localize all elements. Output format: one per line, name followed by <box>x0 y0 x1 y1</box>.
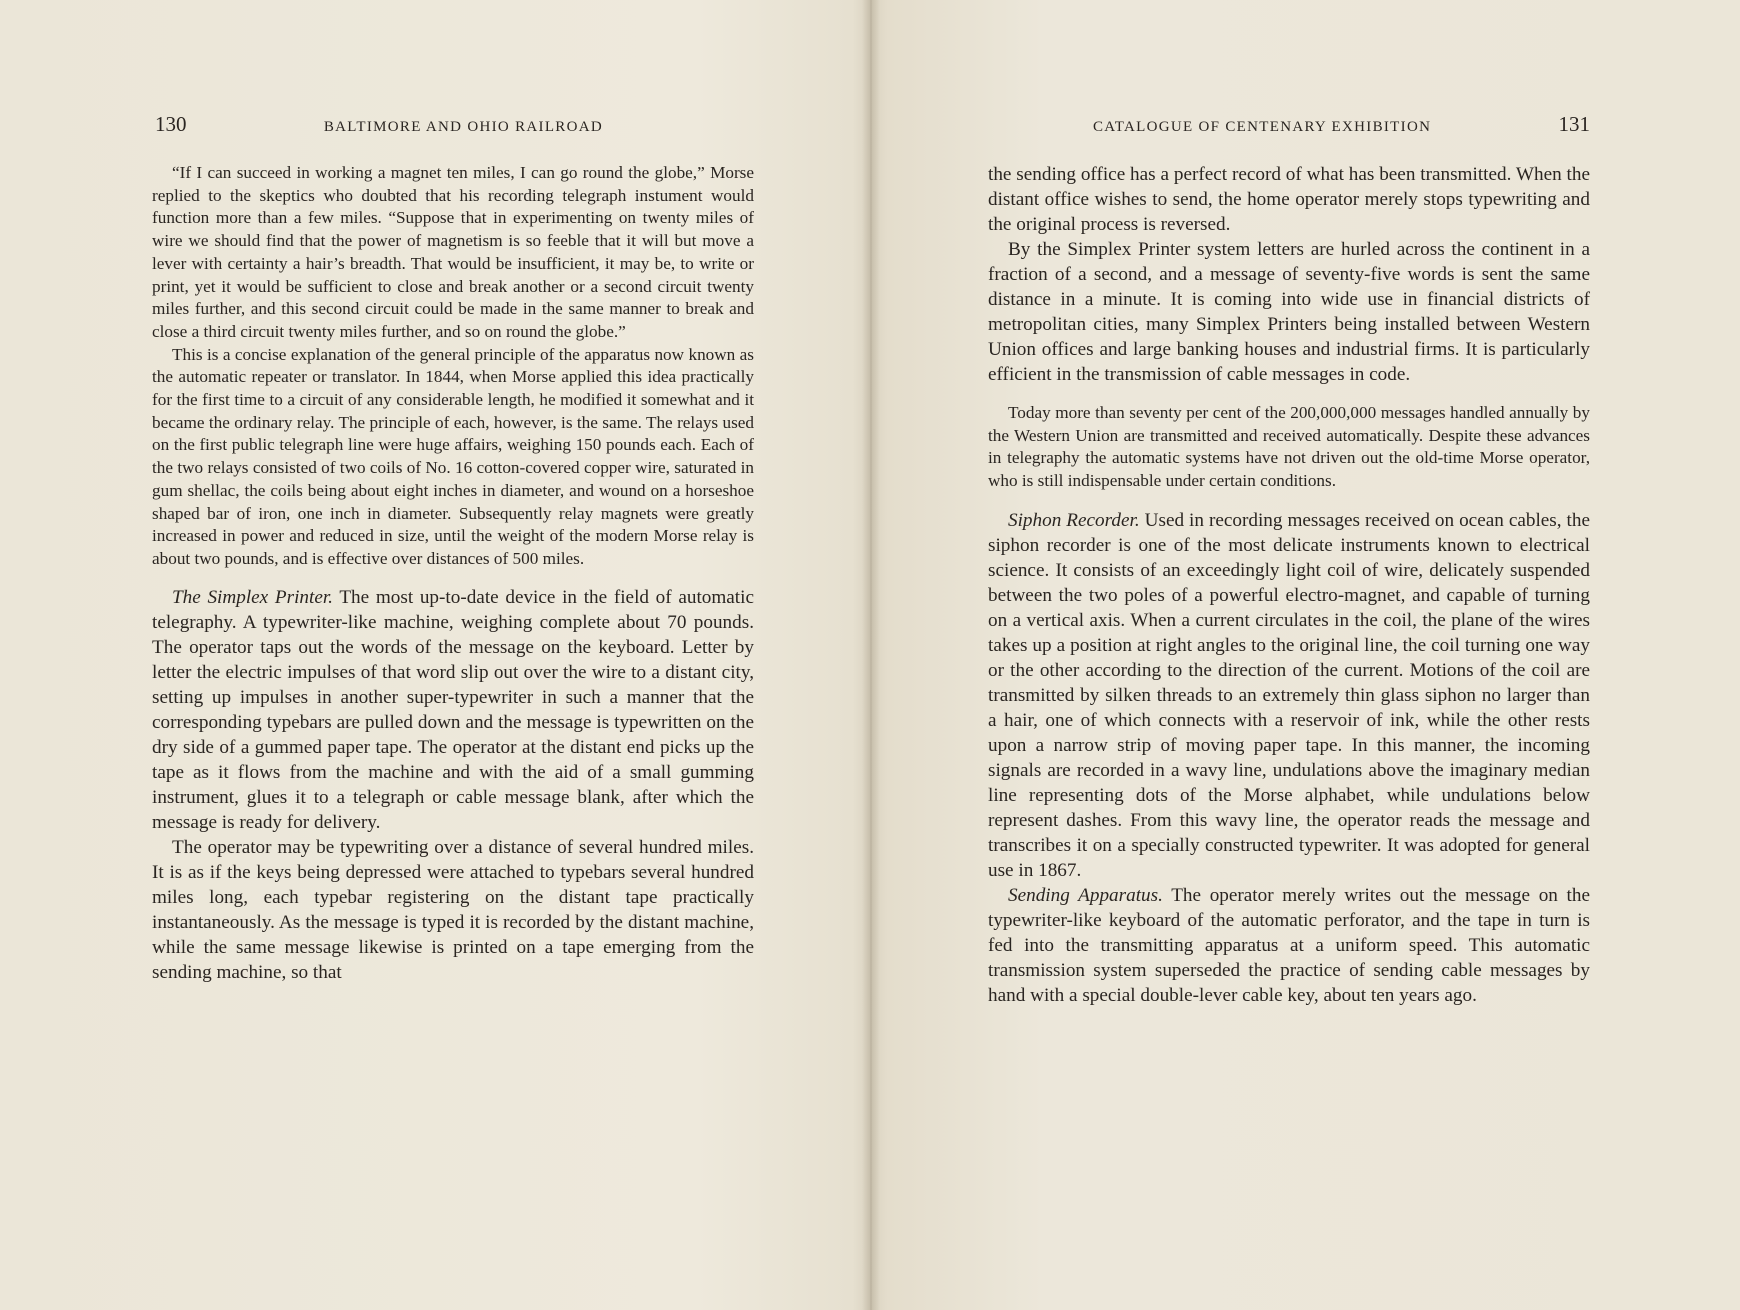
paragraph: The operator may be typewriting over a distance of several hundred miles. It is as if the keys being depressed were attached to typebars several hundred miles long, each typebar registering on the distant tape practically instantaneously. As the message is typed it is recorded by the distant machine, while the same message likewise is printed on a tape emerging from the sending machine, so that <box>152 836 754 983</box>
paragraph: the sending office has a perfect record of what has been transmitted. When the distant office wishes to send, the home operator merely stops typewriting and the original process is reversed. <box>988 164 1590 235</box>
page-number: 130 <box>155 112 187 136</box>
left-page-text <box>152 162 754 985</box>
section-title: The Simplex Printer. <box>172 586 333 608</box>
right-page <box>870 0 1740 1310</box>
paragraph-body: The most up-to-date device in the field of automatic telegraphy. A typewriter-like machine, weighing complete about 70 pounds. The operator taps out the words of the message on the keyboard. Letter by letter the electric impulses of that word slip out over the wire to a distant city, setting up impulses in another super-typewriter in such a manner that the corresponding typebars are pulled down and the message is typewritten on the dry side of a gummed paper tape. The operator at the distant end picks up the tape as it flows from the machine and with the aid of a small gumming instrument, glues it to a telegraph or cable message blank, after which the message is ready for delivery. <box>152 586 754 833</box>
page-number: 131 <box>1558 112 1590 136</box>
paragraph-note: Today more than seventy per cent of the 200,000,000 messages handled annually by the Western Union are transmitted and received automatically. Despite these advances in telegraphy the automatic systems have not driven out the old-time Morse operator, who is still indispensable under certain conditions. <box>988 403 1590 491</box>
paragraph: By the Simplex Printer system letters are hurled across the continent in a fraction of a second, and a message of seventy-five words is sent the same distance in a minute. It is coming into wide use in financial districts of metropolitan cities, many Simplex Printers being installed between Western Union offices and large banking houses and industrial firms. It is particularly efficient in the transmission of cable messages in code. <box>988 239 1590 385</box>
running-head: CATALOGUE OF CENTENARY EXHIBITION <box>1093 119 1432 135</box>
section-title: Sending Apparatus. <box>1008 884 1163 906</box>
left-page-header <box>155 112 753 142</box>
paragraph: “If I can succeed in working a magnet ten miles, I can go round the globe,” Morse replied to the skeptics who doubted that his recording telegraph instument would function more than a few miles. “Suppose that in experimenting on twenty miles of wire we should find that the power of magnetism is so feeble that it will but move a lever with certainty a hair’s breadth. That would be insufficient, it may be, to write or print, yet it would be sufficient to close and break another or a second circuit twenty miles further, and this second circuit could be made in the same manner to break and close a third circuit twenty miles further, and so on round the globe.” <box>152 163 754 341</box>
right-page-header <box>988 112 1590 142</box>
running-head: BALTIMORE AND OHIO RAILROAD <box>323 119 603 135</box>
paragraph-body: The operator merely writes out the message on the typewriter-like keyboard of the automatic perforator, and the tape in turn is fed into the transmitting apparatus at a uniform speed. This automatic transmission system superseded the practice of sending cable messages by hand with a special double-lever cable key, about ten years ago. <box>988 884 1590 1006</box>
right-page-text <box>988 162 1590 1008</box>
paragraph: This is a concise explanation of the general principle of the apparatus now known as the automatic repeater or translator. In 1844, when Morse applied this idea practically for the first time to a circuit of any considerable length, he modified it somewhat and it became the ordinary relay. The principle of each, however, is the same. The relays used on the first public telegraph line were huge affairs, weighing 150 pounds each. Each of the two relays consisted of two coils of No. 16 cotton-covered copper wire, saturated in gum shellac, the coils being about eight inches in diameter, and wound on a horseshoe shaped bar of iron, one inch in diameter. Subsequently relay magnets were greatly increased in power and reduced in size, until the weight of the modern Morse relay is about two pounds, and is effective over distances of 500 miles. <box>152 344 754 568</box>
paragraph-siphon-recorder <box>988 508 1590 883</box>
paragraph-simplex-printer <box>152 585 754 835</box>
paragraph-sending-apparatus <box>988 883 1590 1008</box>
section-title: Siphon Recorder. <box>1008 509 1140 531</box>
paragraph-body: Used in recording messages received on ocean cables, the siphon recorder is one of the most delicate instruments known to electrical science. It consists of an exceedingly light coil of wire, delicately suspended between the two poles of a powerful electro-magnet, and capable of turning on a vertical axis. When a current circulates in the coil, the plane of the wires takes up a position at right angles to the original line, the coil turning one way or the other according to the direction of the current. Motions of the coil are transmitted by silken threads to an extremely thin glass siphon no larger than a hair, one of which connects with a reservoir of ink, while the other rests upon a narrow strip of moving paper tape. In this manner, the incoming signals are recorded in a wavy line, undulations above the imaginary median line representing dots of the Morse alphabet, while undulations below represent dashes. From this wavy line, the operator reads the message and transcribes it on a specially constructed typewriter. It was adopted for general use in 1867. <box>988 509 1590 881</box>
